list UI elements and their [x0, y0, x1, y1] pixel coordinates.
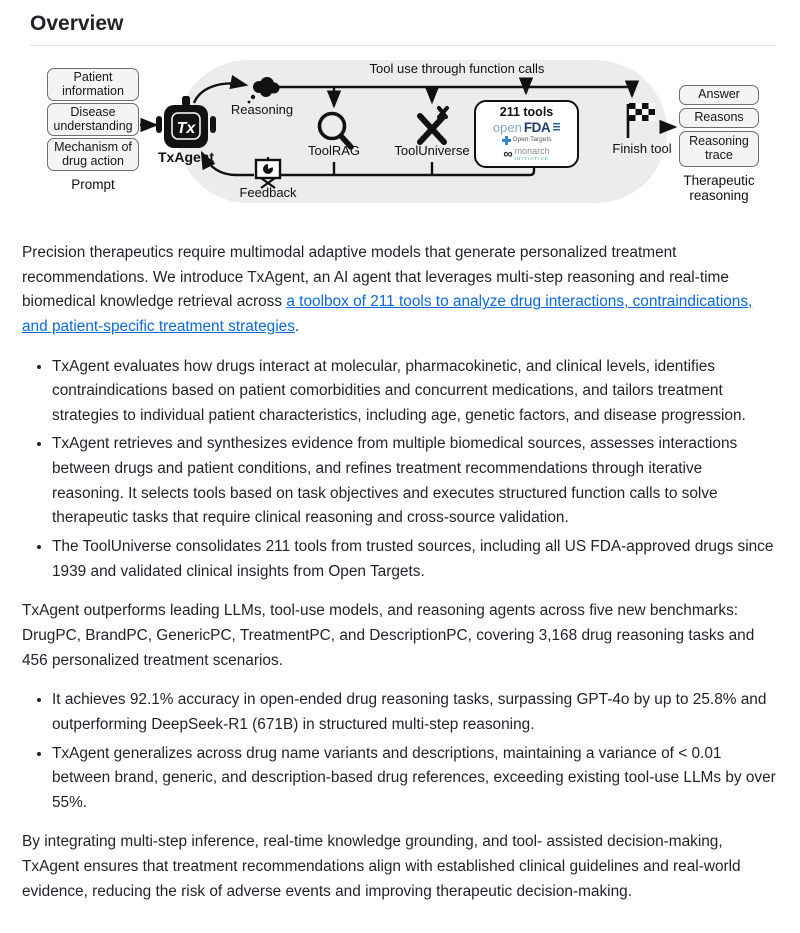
intro-paragraph [22, 241, 776, 340]
output-box-answer: Answer [679, 85, 759, 105]
prompt-box-disease-understanding: Disease understanding [47, 103, 139, 136]
diagram-caption: Tool use through function calls [369, 61, 545, 76]
monarch-text: monarch [514, 146, 550, 157]
openfda-logo [493, 121, 560, 135]
open-targets-text: Open Targets [512, 136, 552, 144]
closing-paragraph: By integrating multi-step inference, real-time knowledge grounding, and tool- assisted decision-making, TxAgent ensures that treatment recommendations align with established clinical guidelines and real-world evidence, reducing the risk of adverse events and improving therapeutic decision-making. [22, 833, 741, 900]
agent-loop-capsule [177, 60, 667, 203]
overview-heading: Overview [30, 12, 776, 46]
bullet-item: • The ToolUniverse consolidates 211 tools from trusted sources, including all US FDA-approved drugs since 1939 and validated clinical insights from Open Targets. [52, 535, 776, 584]
tools-211-box [474, 100, 579, 168]
tooluniverse-label: ToolUniverse [394, 143, 470, 158]
open-targets-logo [502, 136, 552, 145]
bullet-item: • TxAgent retrieves and synthesizes evidence from multiple biomedical sources, assesses interactions between drugs and patient conditions, and refines treatment recommendations through iterative reasoning. It selects tools based on task objectives and executes structured function calls to solve therapeutic tasks that require clinical reasoning and cross-source validation. [52, 432, 776, 531]
prompt-box-patient-information: Patient information [47, 68, 139, 101]
results-list [22, 688, 776, 815]
reasoning-label: Reasoning [230, 102, 294, 117]
output-box-reasons: Reasons [679, 108, 759, 128]
bullet-item: • It achieves 92.1% accuracy in open-ended drug reasoning tasks, surpassing GPT-4o by up to 25.8% and outperforming DeepSeek-R1 (671B) in structured multi-step reasoning. [52, 688, 776, 737]
openfda-fda-text: FDA [523, 119, 551, 135]
openfda-open-text: open [492, 119, 522, 135]
open-targets-icon [502, 136, 511, 145]
prompt-box-mechanism: Mechanism of drug action [47, 138, 139, 171]
feedback-label: Feedback [239, 185, 297, 200]
openfda-stripes-icon [553, 123, 560, 132]
therapeutic-reasoning-label: Therapeutic reasoning [683, 173, 755, 204]
bullet-item: • TxAgent evaluates how drugs interact at molecular, pharmacokinetic, and clinical levels, identifies contraindications based on patient comorbidities and concurrent medications, and tailors treatment strategies to individual patient characteristics, including age, genetic factors, and disease progression. [52, 355, 776, 429]
capabilities-list [22, 355, 776, 585]
txagent-icon-text: Tx [176, 120, 196, 137]
intro-text: Precision therapeutics require multimodal adaptive models that generate personalized treatment recommendations. We introduce TxAgent, an AI agent that leverages multi-step reasoning and real-time biomedical knowledge retrieval across [22, 244, 729, 311]
monarch-infinity-icon: ∞ [503, 146, 513, 162]
txagent-label: TxAgent [158, 149, 214, 165]
architecture-diagram [22, 58, 778, 226]
prompt-label: Prompt [71, 177, 115, 192]
benchmarks-paragraph: TxAgent outperforms leading LLMs, tool-use models, and reasoning agents across five new benchmarks: DrugPC, BrandPC, GenericPC, TreatmentPC, and DescriptionPC, covering 3,168 drug reasoning tasks and 456 personalized treatment scenarios. [22, 602, 755, 669]
finish-tool-label: Finish tool [612, 141, 672, 156]
output-box-reasoning-trace: Reasoning trace [679, 131, 759, 167]
monarch-logo [503, 147, 549, 162]
tools-211-title: 211 tools [499, 105, 554, 120]
toolbox-link[interactable]: a toolbox of 211 tools to analyze drug interactions, contraindications, and patient-specific treatment strategies [22, 293, 753, 335]
monarch-initiative-text: INITIATIVE [514, 156, 550, 162]
bullet-item: • TxAgent generalizes across drug name variants and descriptions, maintaining a variance of < 0.01 between brand, generic, and description-based drug references, exceeding existing tool-use LLMs by over 55%. [52, 742, 776, 816]
intro-text-end: . [294, 317, 300, 335]
toolrag-label: ToolRAG [307, 143, 361, 158]
overview-content [22, 241, 776, 904]
